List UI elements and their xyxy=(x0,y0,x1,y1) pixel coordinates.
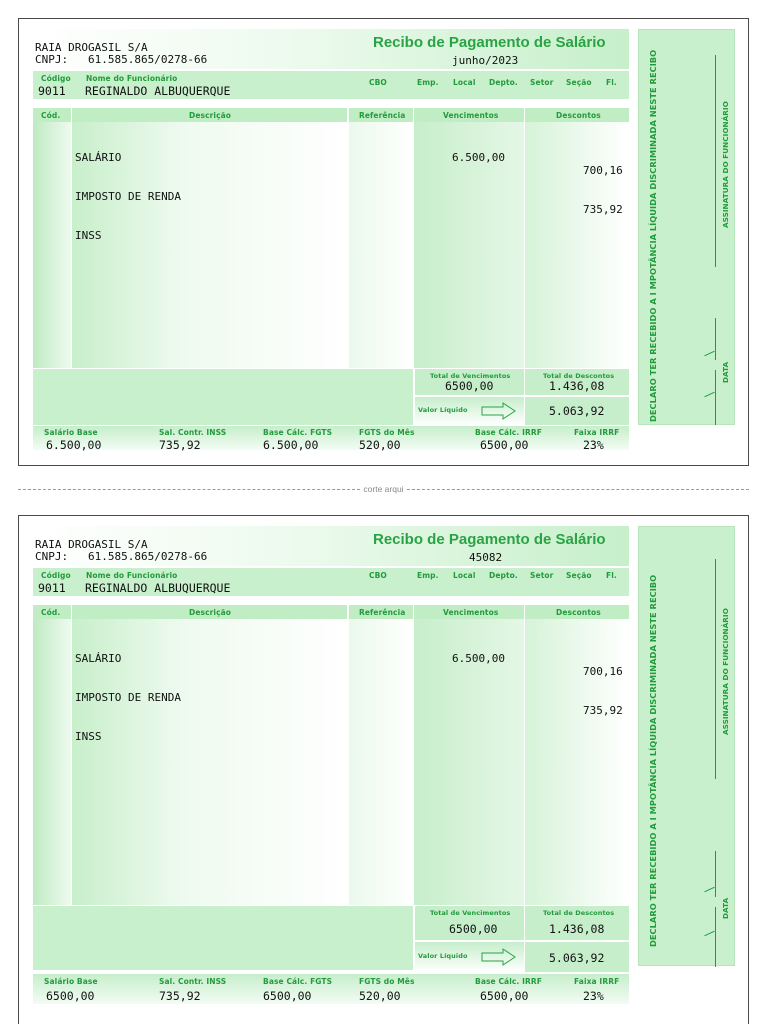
label-cod: Cód. xyxy=(41,608,61,617)
payslip-receipt-1 xyxy=(18,18,749,466)
period: junho/2023 xyxy=(452,54,519,67)
label-nome: Nome do Funcionário xyxy=(86,74,178,83)
salario-base: 6.500,00 xyxy=(46,438,102,452)
base-irrf: 6500,00 xyxy=(480,989,529,1003)
item-desconto: 735,92 xyxy=(583,203,623,216)
label-cbo: CBO xyxy=(369,78,387,87)
item-desconto: 700,16 xyxy=(583,164,623,177)
base-irrf: 6500,00 xyxy=(480,438,529,452)
item-descriptions xyxy=(75,626,181,769)
label-descricao: Descrição xyxy=(189,608,232,617)
column-referencia xyxy=(349,605,413,905)
signature-label: ASSINATURA DO FUNCIONÁRIO xyxy=(721,101,730,228)
company-cnpj: CNPJ: 61.585.865/0278-66 xyxy=(35,550,208,563)
company-block xyxy=(35,539,207,563)
base-fgts: 6500,00 xyxy=(263,989,312,1003)
arrow-right-icon xyxy=(481,948,517,966)
label-codigo: Código xyxy=(41,571,71,580)
declaration-text: DECLARO TER RECEBIDO A I MPOTÂNCIA LÍQUIDA DISCRIMINADA NESTE RECIBO xyxy=(648,574,658,947)
declaration-text: DECLARO TER RECEBIDO A I MPOTÂNCIA LÍQUIDA DISCRIMINADA NESTE RECIBO xyxy=(648,49,658,422)
company-name: RAIA DROGASIL S/A xyxy=(35,538,148,551)
arrow-right-icon xyxy=(481,402,517,420)
totals-left-area xyxy=(33,906,413,970)
total-descontos-box xyxy=(525,369,629,395)
employee-name: REGINALDO ALBUQUERQUE xyxy=(85,581,231,595)
date-slash-2 xyxy=(704,392,714,398)
label-faixa-irrf: Faixa IRRF xyxy=(574,977,620,986)
fgts-mes: 520,00 xyxy=(359,989,401,1003)
label-fgts-mes: FGTS do Mês xyxy=(359,977,415,986)
label-sal-contr-inss: Sal. Contr. INSS xyxy=(159,428,227,437)
valor-liquido-label-box xyxy=(415,397,524,425)
item-desc: SALÁRIO xyxy=(75,652,122,665)
label-secao: Seção xyxy=(566,78,592,87)
total-vencimentos-box xyxy=(415,906,524,940)
label-descontos: Descontos xyxy=(556,111,601,120)
total-descontos: 1.436,08 xyxy=(549,379,605,393)
date-line-top xyxy=(715,318,716,360)
signature-line xyxy=(715,55,716,267)
label-descontos: Descontos xyxy=(556,608,601,617)
cut-line xyxy=(18,484,749,494)
fgts-mes: 520,00 xyxy=(359,438,401,452)
item-desconto: 735,92 xyxy=(583,704,623,717)
date-slash-2 xyxy=(704,931,714,937)
label-base-fgts: Base Cálc. FGTS xyxy=(263,428,333,437)
label-total-descontos: Total de Descontos xyxy=(543,909,615,917)
label-base-irrf: Base Cálc. IRRF xyxy=(475,428,542,437)
label-vencimentos: Vencimentos xyxy=(443,111,499,120)
item-descontos xyxy=(583,639,623,743)
date-slash-1 xyxy=(704,887,714,893)
label-secao: Seção xyxy=(566,571,592,580)
column-cod xyxy=(33,108,71,368)
item-desc: INSS xyxy=(75,229,102,242)
signature-line xyxy=(715,559,716,779)
label-fl: Fl. xyxy=(606,78,617,87)
item-desconto: 700,16 xyxy=(583,665,623,678)
label-descricao: Descrição xyxy=(189,111,232,120)
label-base-irrf: Base Cálc. IRRF xyxy=(475,977,542,986)
employee-code: 9011 xyxy=(38,84,66,98)
item-desc: IMPOSTO DE RENDA xyxy=(75,691,181,704)
column-cod xyxy=(33,605,71,905)
label-emp: Emp. xyxy=(417,78,439,87)
label-setor: Setor xyxy=(530,571,554,580)
date-line-top xyxy=(715,851,716,897)
item-desc: IMPOSTO DE RENDA xyxy=(75,190,181,203)
item-descontos xyxy=(583,138,623,242)
label-nome: Nome do Funcionário xyxy=(86,571,178,580)
item-vencimentos xyxy=(452,626,505,691)
valor-liquido: 5.063,92 xyxy=(549,951,605,965)
label-faixa-irrf: Faixa IRRF xyxy=(574,428,620,437)
label-setor: Setor xyxy=(530,78,554,87)
item-desc: INSS xyxy=(75,730,102,743)
label-depto: Depto. xyxy=(489,571,518,580)
cut-label: corte arqui xyxy=(360,484,406,494)
label-local: Local xyxy=(453,571,476,580)
employee-name: REGINALDO ALBUQUERQUE xyxy=(85,84,231,98)
valor-liquido: 5.063,92 xyxy=(549,404,605,418)
label-sal-contr-inss: Sal. Contr. INSS xyxy=(159,977,227,986)
label-total-vencimentos: Total de Vencimentos xyxy=(430,909,511,917)
total-vencimentos: 6500,00 xyxy=(445,379,494,393)
label-valor-liquido: Valor Líquido xyxy=(418,406,468,414)
base-fgts: 6.500,00 xyxy=(263,438,319,452)
signature-panel xyxy=(638,29,735,425)
company-cnpj: CNPJ: 61.585.865/0278-66 xyxy=(35,53,208,66)
total-descontos-box xyxy=(525,906,629,940)
period: 45082 xyxy=(469,551,503,564)
date-slash-1 xyxy=(704,351,714,357)
label-codigo: Código xyxy=(41,74,71,83)
total-vencimentos: 6500,00 xyxy=(449,922,498,936)
company-block xyxy=(35,42,207,66)
label-valor-liquido: Valor Líquido xyxy=(418,952,468,960)
label-salario-base: Salário Base xyxy=(44,977,98,986)
label-local: Local xyxy=(453,78,476,87)
faixa-irrf: 23% xyxy=(583,438,604,452)
label-total-descontos: Total de Descontos xyxy=(543,372,615,380)
signature-label: ASSINATURA DO FUNCIONÁRIO xyxy=(721,608,730,735)
payslip-receipt-2 xyxy=(18,515,749,1024)
label-fl: Fl. xyxy=(606,571,617,580)
label-cod: Cód. xyxy=(41,111,61,120)
salario-base: 6500,00 xyxy=(46,989,95,1003)
date-label: DATA xyxy=(721,897,730,919)
item-venc: 6.500,00 xyxy=(452,151,505,164)
totals-left-area xyxy=(33,369,413,425)
label-cbo: CBO xyxy=(369,571,387,580)
faixa-irrf: 23% xyxy=(583,989,604,1003)
receipt-title: Recibo de Pagamento de Salário xyxy=(373,34,606,51)
receipt-title: Recibo de Pagamento de Salário xyxy=(373,531,606,548)
signature-panel xyxy=(638,526,735,966)
total-vencimentos-box xyxy=(415,369,524,395)
label-vencimentos: Vencimentos xyxy=(443,608,499,617)
total-descontos: 1.436,08 xyxy=(549,922,605,936)
label-total-vencimentos: Total de Vencimentos xyxy=(430,372,511,380)
item-vencimentos xyxy=(452,125,505,190)
column-referencia xyxy=(349,108,413,368)
label-salario-base: Salário Base xyxy=(44,428,98,437)
company-name: RAIA DROGASIL S/A xyxy=(35,41,148,54)
sal-contr-inss: 735,92 xyxy=(159,438,201,452)
date-label: DATA xyxy=(721,361,730,383)
item-venc: 6.500,00 xyxy=(452,652,505,665)
date-line-bottom xyxy=(715,907,716,967)
valor-liquido-box xyxy=(525,397,629,425)
label-fgts-mes: FGTS do Mês xyxy=(359,428,415,437)
label-emp: Emp. xyxy=(417,571,439,580)
valor-liquido-box xyxy=(525,942,629,972)
label-base-fgts: Base Cálc. FGTS xyxy=(263,977,333,986)
valor-liquido-label-box xyxy=(415,942,524,972)
sal-contr-inss: 735,92 xyxy=(159,989,201,1003)
date-line-bottom xyxy=(715,370,716,425)
employee-code: 9011 xyxy=(38,581,66,595)
item-descriptions xyxy=(75,125,181,268)
label-referencia: Referência xyxy=(359,111,406,120)
label-referencia: Referência xyxy=(359,608,406,617)
item-desc: SALÁRIO xyxy=(75,151,122,164)
label-depto: Depto. xyxy=(489,78,518,87)
